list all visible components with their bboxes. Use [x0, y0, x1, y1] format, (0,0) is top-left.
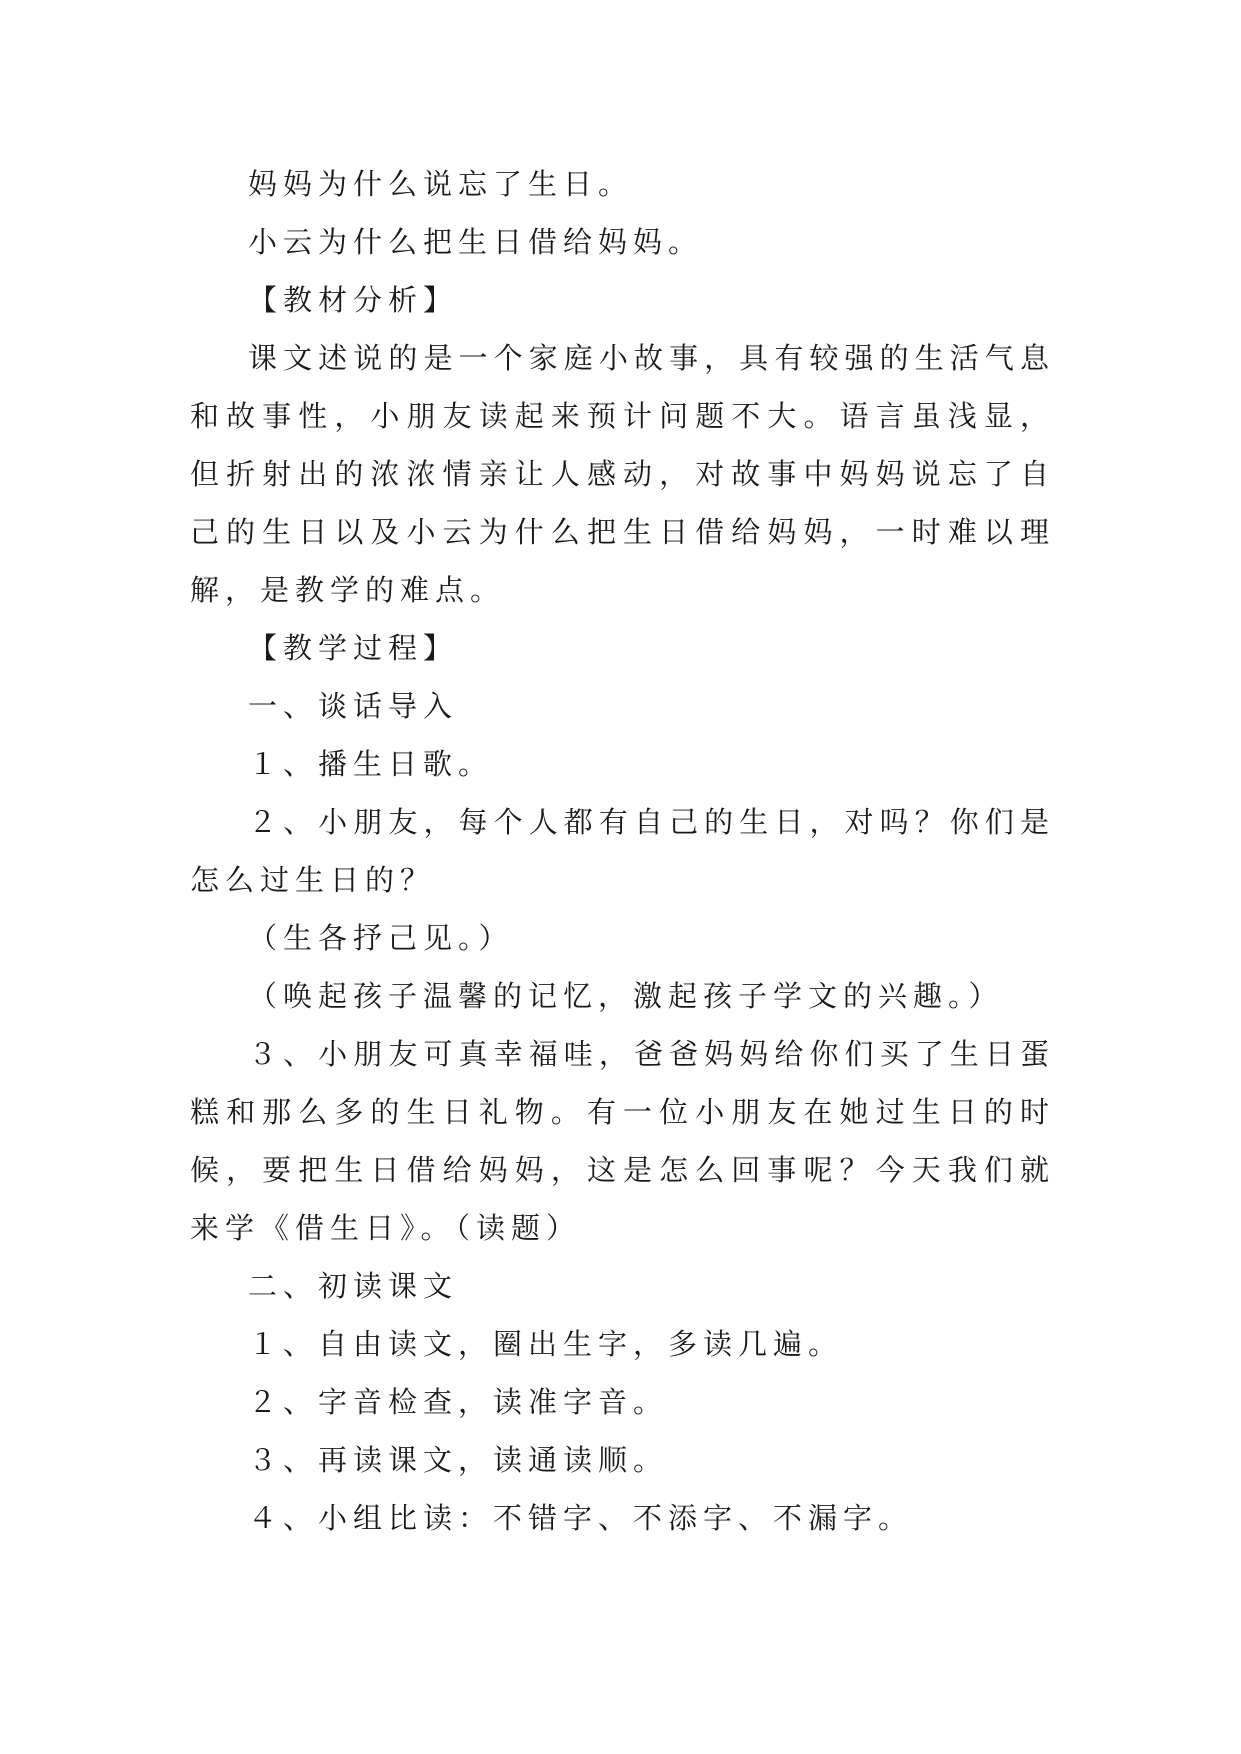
- material-analysis-paragraph: 课文述说的是一个家庭小故事，具有较强的生活气息和故事性，小朋友读起来预计问题不大。语言虽浅显，但折射出的浓浓情亲让人感动，对故事中妈妈说忘了自己的生日以及小云为什么把生日借给妈妈，一时难以理解，是教学的难点。: [190, 341, 1055, 607]
- section-heading-teaching-process: 【教学过程】: [248, 631, 459, 665]
- reading-item-3: ３、再读课文，读通读顺。: [248, 1443, 669, 1477]
- step-heading-intro: 一、谈话导入: [248, 689, 459, 723]
- reading-item-2: ２、字音检查，读准字音。: [248, 1385, 669, 1419]
- document-body: [190, 155, 1055, 1547]
- question-line-2: 小云为什么把生日借给妈妈。: [248, 225, 704, 259]
- intro-item-2: ２、小朋友，每个人都有自己的生日，对吗？你们是怎么过生日的？: [190, 805, 1055, 897]
- reading-item-1: １、自由读文，圈出生字，多读几遍。: [248, 1327, 844, 1361]
- question-line-1: 妈妈为什么说忘了生日。: [248, 167, 634, 201]
- section-heading-material-analysis: 【教材分析】: [248, 283, 459, 317]
- step-heading-first-reading: 二、初读课文: [248, 1269, 459, 1303]
- intro-item-3: ３、小朋友可真幸福哇，爸爸妈妈给你们买了生日蛋糕和那么多的生日礼物。有一位小朋友在她过生日的时候，要把生日借给妈妈，这是怎么回事呢？今天我们就来学《借生日》。（读题）: [190, 1037, 1055, 1245]
- intro-note-1: （生各抒己见。）: [248, 921, 514, 955]
- reading-item-4: ４、小组比读：不错字、不添字、不漏字。: [248, 1501, 914, 1535]
- intro-item-1: １、播生日歌。: [248, 747, 494, 781]
- intro-note-2: （唤起孩子温馨的记忆，激起孩子学文的兴趣。）: [248, 979, 1004, 1013]
